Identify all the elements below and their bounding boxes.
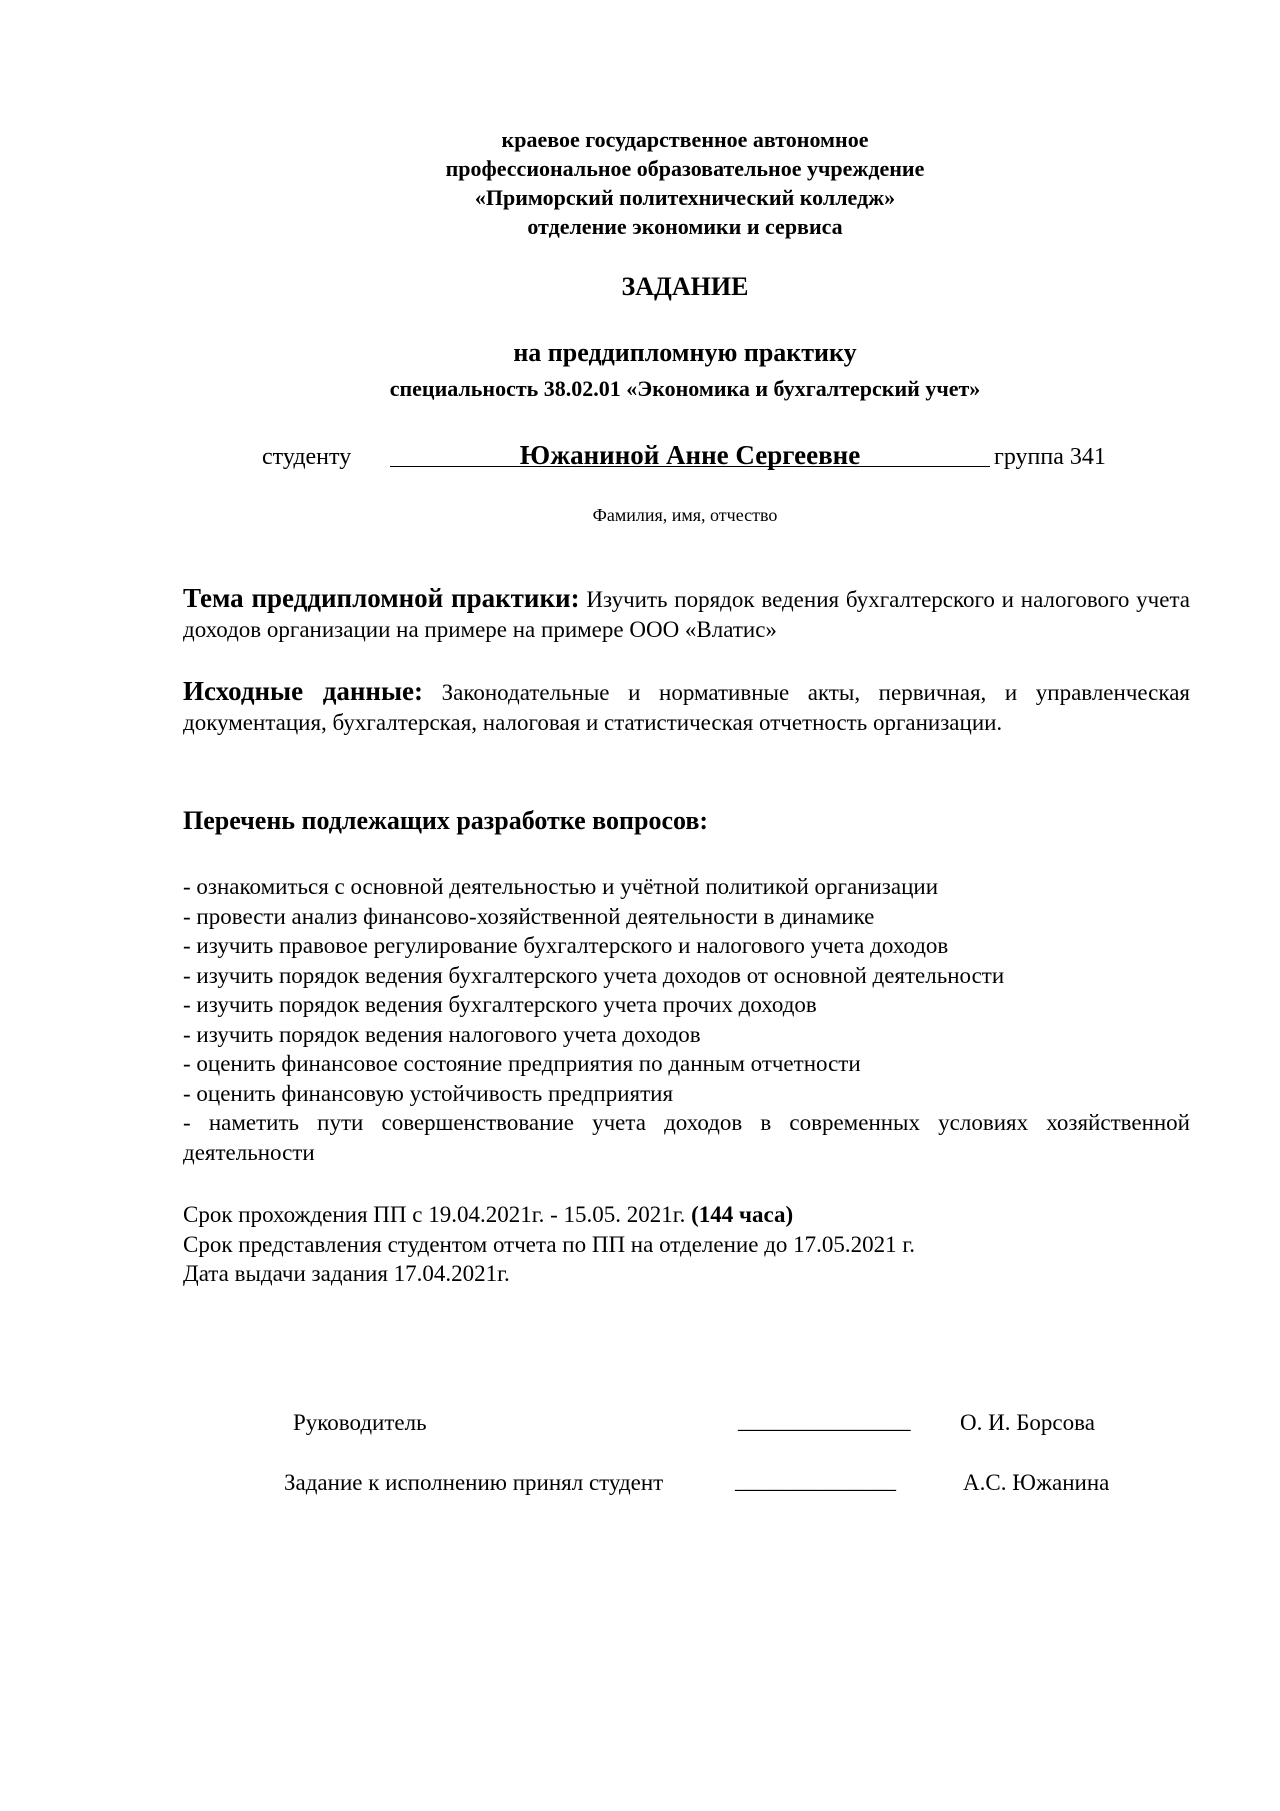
- org-line-2: профессиональное образовательное учреждение: [445, 156, 925, 181]
- list-item: - наметить пути совершенствование учета доходов в современных условиях хозяйственной деятельности: [183, 1110, 1190, 1165]
- student-name: Южаниной Анне Сергеевне: [519, 440, 861, 470]
- org-department: отделение экономики и сервиса: [527, 214, 843, 239]
- document-title: ЗАДАНИЕ: [621, 272, 749, 301]
- student-prefix: студенту: [262, 444, 352, 470]
- list-item: - изучить порядок ведения налогового учета доходов: [183, 1021, 701, 1047]
- student-accept-label: Задание к исполнению принял студент: [284, 1470, 664, 1495]
- org-line-3: «Приморский политехнический колледж»: [474, 185, 896, 210]
- questions-list: [183, 872, 1190, 1167]
- supervisor-signature-line: _______________: [738, 1408, 911, 1433]
- student-group: группа 341: [994, 444, 1106, 470]
- supervisor-name: О. И. Борсова: [960, 1410, 1095, 1435]
- student-name-caption: Фамилия, имя, отчество: [592, 505, 778, 525]
- topic-paragraph: [183, 583, 1190, 645]
- org-line-1: краевое государственное автономное: [501, 127, 869, 152]
- list-item: - провести анализ финансово-хозяйственной деятельности в динамике: [183, 903, 875, 929]
- list-item: - изучить порядок ведения бухгалтерского учета доходов от основной деятельности: [183, 962, 1005, 988]
- specialty: специальность 38.02.01 «Экономика и бухгалтерский учет»: [389, 376, 981, 401]
- document-subtitle: на преддипломную практику: [513, 338, 857, 367]
- deadlines-block: [183, 1200, 915, 1289]
- supervisor-label: Руководитель: [293, 1410, 427, 1435]
- list-item: - оценить финансовую устойчивость предприятия: [183, 1080, 674, 1106]
- practice-hours: (144 часа): [691, 1202, 794, 1227]
- practice-period: [183, 1200, 915, 1230]
- questions-heading: Перечень подлежащих разработке вопросов:: [183, 806, 709, 835]
- practice-period-dates: Срок прохождения ПП с 19.04.2021г. - 15.05. 2021г.: [183, 1202, 686, 1227]
- list-item: - изучить порядок ведения бухгалтерского учета прочих доходов: [183, 992, 817, 1017]
- student-signature-line: ______________: [735, 1468, 896, 1493]
- topic-label: Тема преддипломной практики:: [183, 583, 580, 613]
- list-item: - изучить правовое регулирование бухгалтерского и налогового учета доходов: [183, 933, 949, 958]
- list-item: - оценить финансовое состояние предприятия по данным отчетности: [183, 1051, 861, 1076]
- list-item: - ознакомиться с основной деятельностью и учётной политикой организации: [183, 874, 939, 899]
- source-data-paragraph: [183, 676, 1190, 738]
- topic-text: Изучить порядок ведения бухгалтерского и налогового учета доходов организации на примере на примере ООО «Влатис»: [183, 587, 1190, 642]
- source-data-text: Законодательные и нормативные акты, первичная, и управленческая документация, бухгалтерская, налоговая и статистическая отчетность организации.: [183, 680, 1190, 735]
- student-signature-name: А.С. Южанина: [963, 1470, 1110, 1495]
- issue-date: Дата выдачи задания 17.04.2021г.: [183, 1261, 510, 1286]
- source-data-label: Исходные данные:: [183, 676, 424, 706]
- report-deadline: Срок представления студентом отчета по ПП на отделение до 17.05.2021 г.: [183, 1231, 915, 1257]
